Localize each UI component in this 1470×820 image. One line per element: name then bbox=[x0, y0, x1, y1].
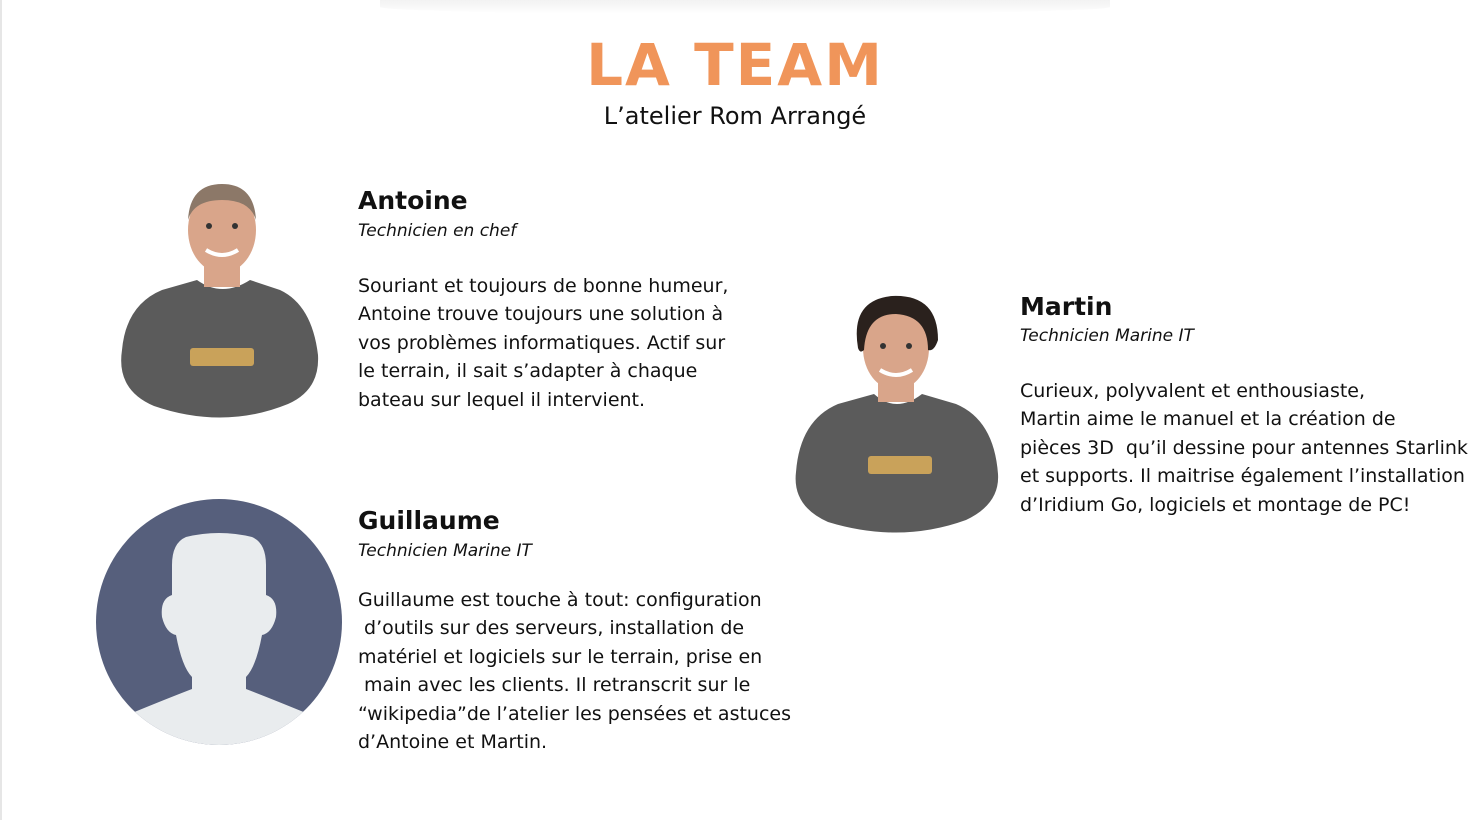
bio-line: main avec les clients. Il retranscrit sur le bbox=[358, 674, 751, 697]
bio-line: Guillaume est touche à tout: configuration bbox=[358, 589, 762, 611]
member-role: Technicien Marine IT bbox=[358, 541, 532, 561]
bio-line: Curieux, polyvalent et enthousiaste, bbox=[1020, 380, 1366, 402]
bio-line: matériel et logiciels sur le terrain, prise en bbox=[358, 645, 763, 668]
photo-antoine bbox=[112, 180, 326, 426]
bio-line: d’Antoine et Martin. bbox=[358, 731, 548, 754]
bio-line: le terrain, il sait s’adapter à chaque bbox=[358, 360, 698, 383]
member-name: Antoine bbox=[358, 186, 468, 215]
bio-line: d’outils sur des serveurs, installation de bbox=[358, 617, 745, 640]
member-bio bbox=[358, 272, 728, 414]
bio-line: bateau sur lequel il intervient. bbox=[358, 388, 646, 411]
page-title: LA TEAM bbox=[586, 31, 884, 99]
bio-line: Souriant et toujours de bonne humeur, bbox=[358, 275, 729, 297]
page-subtitle: L’atelier Rom Arrangé bbox=[603, 102, 867, 130]
member-name: Martin bbox=[1020, 292, 1113, 321]
bio-line: d’Iridium Go, logiciels et montage de PC! bbox=[1020, 493, 1411, 516]
member-role: Technicien en chef bbox=[358, 221, 517, 241]
bio-line: “wikipedia”de l’atelier les pensées et astuces bbox=[358, 702, 791, 725]
person-photo-cutout bbox=[121, 184, 318, 418]
bio-line: Martin aime le manuel et la création de bbox=[1020, 408, 1396, 431]
top-shadow bbox=[380, 0, 1110, 14]
photo-martin bbox=[788, 292, 1004, 540]
avatar-placeholder-icon bbox=[96, 499, 342, 745]
person-photo-cutout bbox=[796, 296, 999, 533]
bio-line: et supports. Il maitrise également l’installation bbox=[1020, 465, 1465, 488]
bio-line: vos problèmes informatiques. Actif sur bbox=[358, 331, 726, 354]
bio-line: Antoine trouve toujours une solution à bbox=[358, 303, 724, 326]
member-bio bbox=[358, 586, 791, 756]
member-bio bbox=[1020, 377, 1468, 519]
member-name: Guillaume bbox=[358, 506, 500, 535]
bio-line: pièces 3D qu’il dessine pour antennes Starlink bbox=[1020, 436, 1468, 459]
member-role: Technicien Marine IT bbox=[1020, 326, 1194, 346]
